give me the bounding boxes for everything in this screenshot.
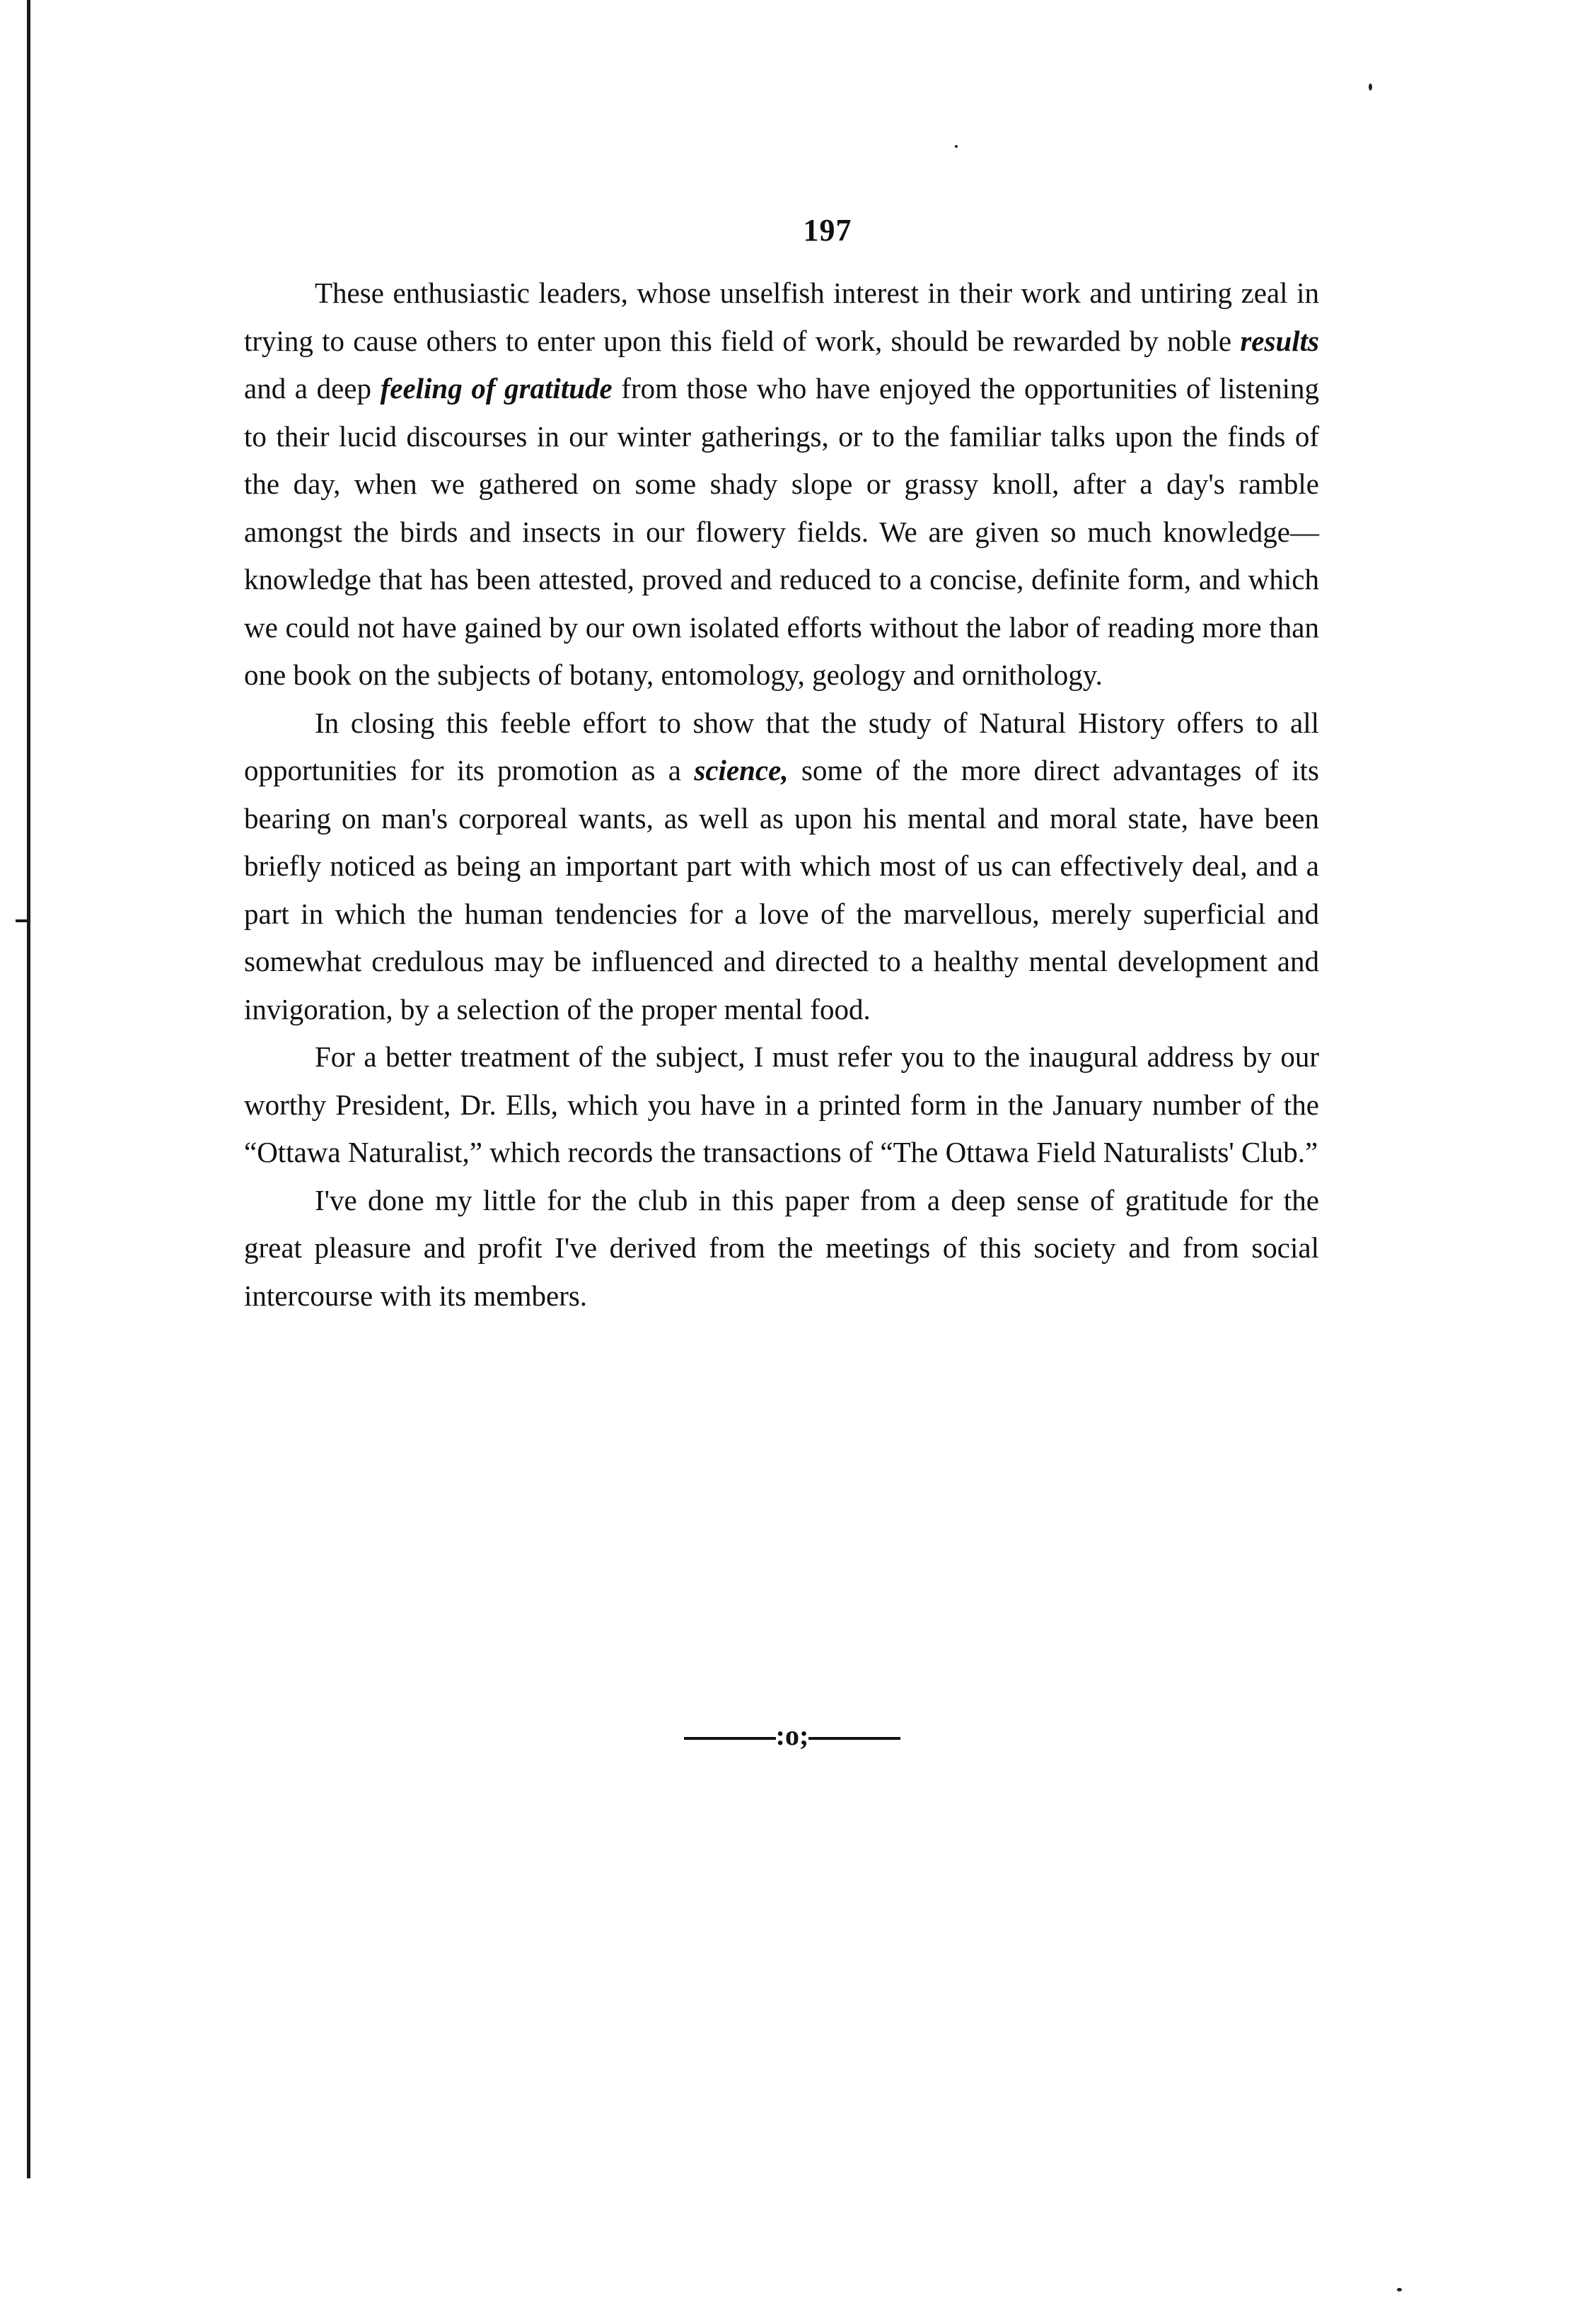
- separator-rule-left: [684, 1737, 776, 1740]
- binding-edge-mark: [16, 919, 30, 922]
- italic-text-run: feeling of gratitude: [380, 372, 613, 405]
- paragraph: [244, 269, 1319, 699]
- paragraph: [244, 1177, 1319, 1320]
- italic-text-run: science,: [694, 754, 789, 786]
- paragraph: [244, 699, 1319, 1034]
- text-run: I've done my little for the club in this paper from a deep sense of gratitude for the great pleasure and profit I've derived from the meetings of this society and from social intercourse with its members.: [244, 1183, 1319, 1312]
- text-run: In closing this feeble effort to show that the study of Natural History offers to all opportunities for its promotion as a: [244, 706, 1319, 786]
- body-text: [244, 269, 1319, 1320]
- separator-mark: :o;: [775, 1719, 809, 1751]
- section-separator: [665, 1719, 919, 1752]
- scan-speck: [955, 145, 958, 148]
- text-run: and a deep: [244, 372, 381, 405]
- text-run: These enthusiastic leaders, whose unselfish interest in their work and untiring zeal in trying to cause others to enter upon this field of work, should be rewarded by noble: [244, 277, 1319, 357]
- scan-speck: [1397, 2288, 1402, 2291]
- text-run: from those who have enjoyed the opportunities of listening to their lucid discourses in our winter gatherings, or to the familiar talks upon the finds of the day, when we gathered on some shady slope or grassy knoll, after a day's ramble amongst the birds and insects in our flowery fields. We are given so much knowledge—knowledge that has been attested, proved and reduced to a concise, definite form, and which we could not have gained by our own isolated efforts without the labor of reading more than one book on the subjects of botany, entomology, geology and ornithology.: [244, 372, 1319, 691]
- italic-text-run: results: [1240, 324, 1319, 357]
- separator-rule-right: [808, 1737, 900, 1740]
- scan-speck: [1369, 83, 1372, 91]
- paragraph: [244, 1033, 1319, 1177]
- text-run: some of the more direct advantages of its bearing on man's corporeal wants, as well as upon his mental and moral state, have been briefly noticed as being an important part with which most of us can effectively deal, and a part in which the human tendencies for a love of the marvellous, merely superficial and somewhat credulous may be influenced and directed to a healthy mental development and invigoration, by a selection of the proper mental food.: [244, 754, 1320, 1026]
- page-number: 197: [803, 213, 852, 248]
- document-page: [244, 212, 1319, 1320]
- text-run: For a better treatment of the subject, I must refer you to the inaugural address by our worthy President, Dr. Ells, which you have in a printed form in the January number of the “Ottawa Naturalist,” which records the transactions of “The Ottawa Field Naturalists' Club.”: [244, 1040, 1319, 1168]
- binding-edge-line: [27, 0, 30, 2178]
